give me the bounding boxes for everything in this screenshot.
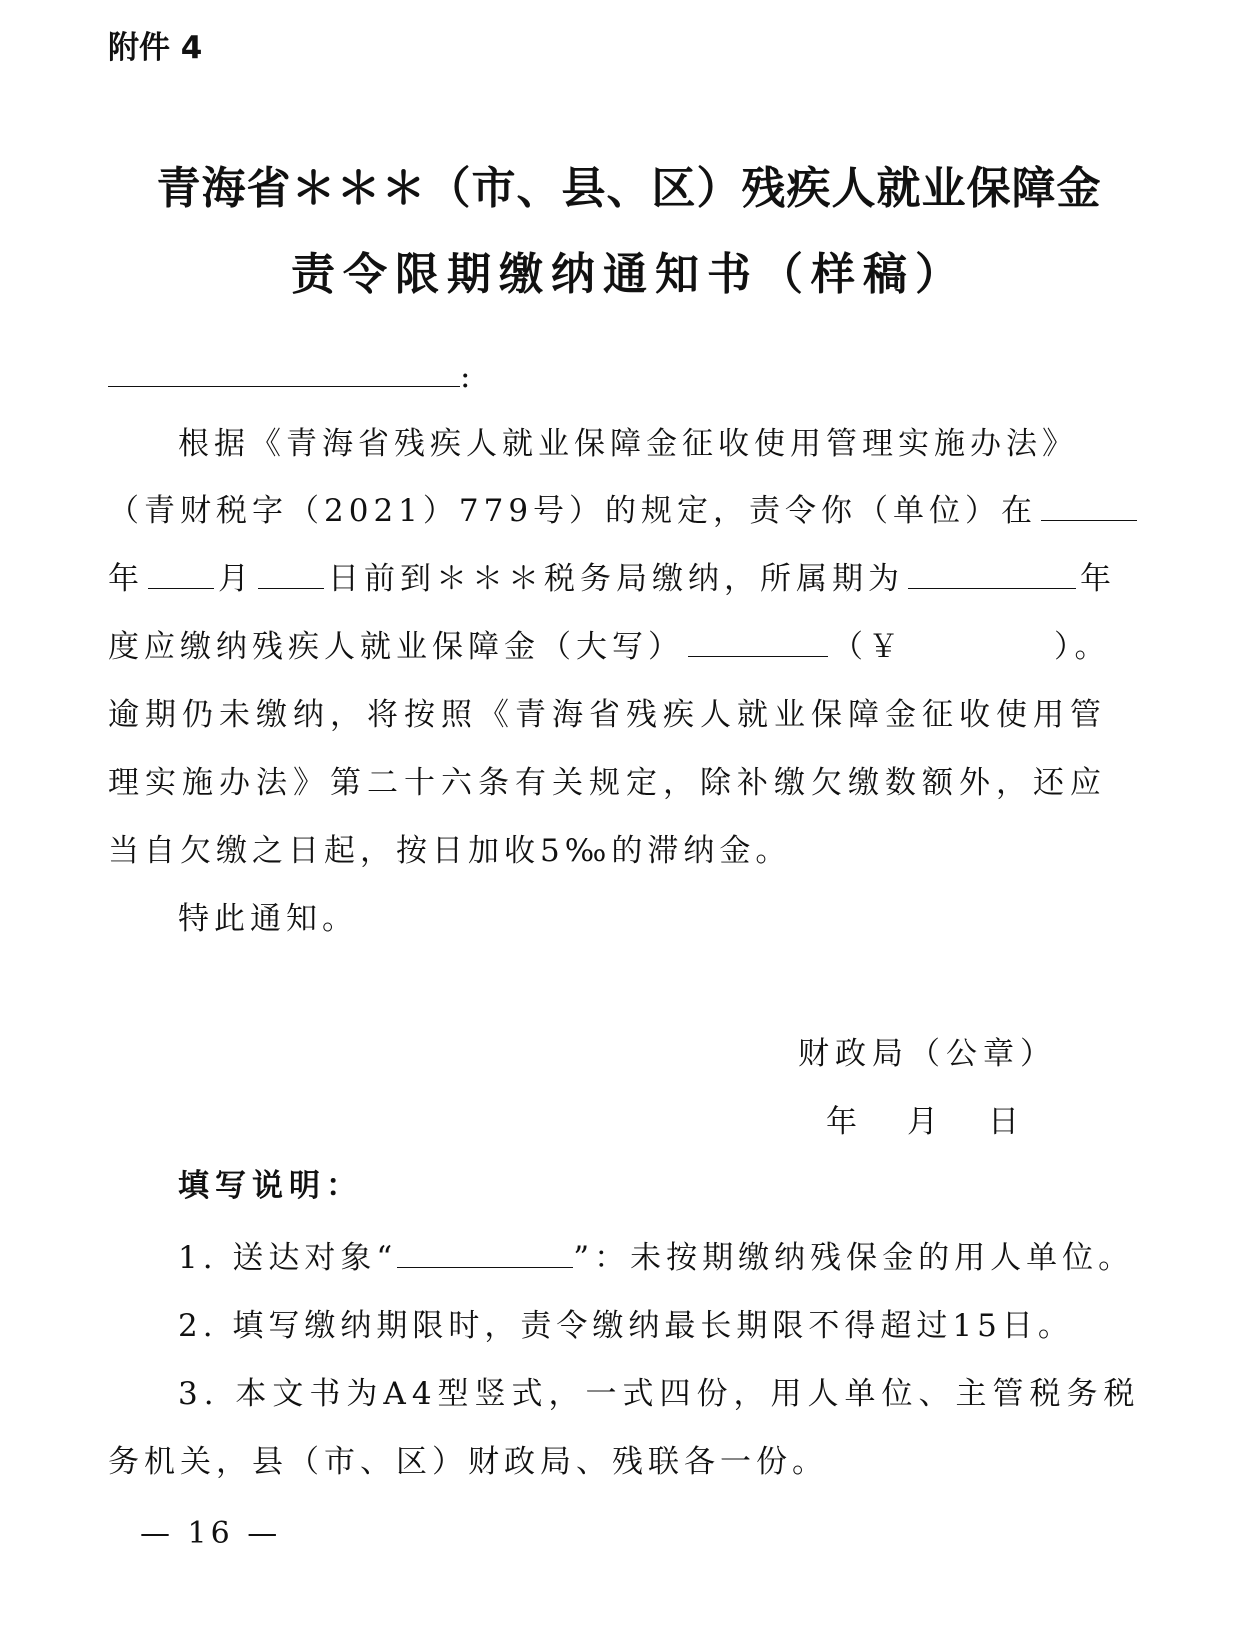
note-1-blank — [397, 1237, 573, 1268]
body-line-3 — [108, 553, 1116, 598]
period-year-unit: 年 — [1080, 561, 1116, 597]
signature-day: 日 — [988, 1104, 1025, 1140]
addressee-colon: : — [460, 359, 471, 395]
document-title-line1: 青海省＊＊＊（市、县、区）残疾人就业保障金 — [156, 163, 1102, 214]
body-line-6: 理实施办法》第二十六条有关规定，除补缴欠缴数额外，还应 — [108, 765, 1107, 801]
note-1-start: 1. 送达对象“ — [178, 1240, 398, 1276]
amount-yuan-open: （￥ — [832, 629, 904, 665]
body-line-4-text: 度应缴纳残疾人就业保障金（大写） — [108, 629, 684, 665]
signature-date — [826, 1096, 1025, 1141]
amount-close: ）。 — [1054, 629, 1111, 665]
attachment-label: 附件 4 — [108, 30, 203, 66]
body-line-7: 当自欠缴之日起，按日加收5‰的滞纳金。 — [108, 833, 792, 869]
signature-year: 年 — [826, 1104, 863, 1140]
addressee-line — [108, 356, 470, 395]
signature-org: 财政局（公章） — [798, 1036, 1057, 1072]
page-number: — 16 — — [140, 1516, 282, 1551]
deadline-month-blank — [148, 558, 214, 589]
signature-month: 月 — [907, 1104, 944, 1140]
closing-text: 特此通知。 — [178, 901, 358, 937]
deadline-year-blank — [1041, 490, 1137, 521]
amount-uppercase-blank — [688, 626, 828, 657]
deadline-month-unit: 月 — [218, 561, 254, 597]
body-line-4 — [108, 621, 1111, 666]
deadline-day-blank — [258, 558, 324, 589]
note-3: 3. 本文书为A4型竖式，一式四份，用人单位、主管税务税 — [178, 1376, 1141, 1412]
note-2: 2. 填写缴纳期限时，责令缴纳最长期限不得超过15日。 — [178, 1308, 1074, 1344]
body-line-5: 逾期仍未缴纳，将按照《青海省残疾人就业保障金征收使用管 — [108, 697, 1107, 733]
body-line-2-text: （青财税字（2021）779号）的规定，责令你（单位）在 — [108, 493, 1038, 529]
period-year-blank — [908, 558, 1076, 589]
note-3-cont: 务机关，县（市、区）财政局、残联各一份。 — [108, 1444, 828, 1480]
body-line-1: 根据《青海省残疾人就业保障金征收使用管理实施办法》 — [178, 426, 1078, 462]
note-1-end: ”：未按期缴纳残保金的用人单位。 — [573, 1240, 1135, 1276]
body-line-3-text: 日前到＊＊＊税务局缴纳，所属期为 — [328, 561, 904, 597]
document-title-line2: 责令限期缴纳通知书（样稿） — [291, 249, 967, 300]
note-1 — [178, 1232, 1134, 1277]
addressee-blank — [108, 356, 460, 387]
notes-heading: 填写说明： — [178, 1168, 363, 1204]
deadline-year-unit: 年 — [108, 561, 144, 597]
body-line-2 — [108, 485, 1141, 530]
